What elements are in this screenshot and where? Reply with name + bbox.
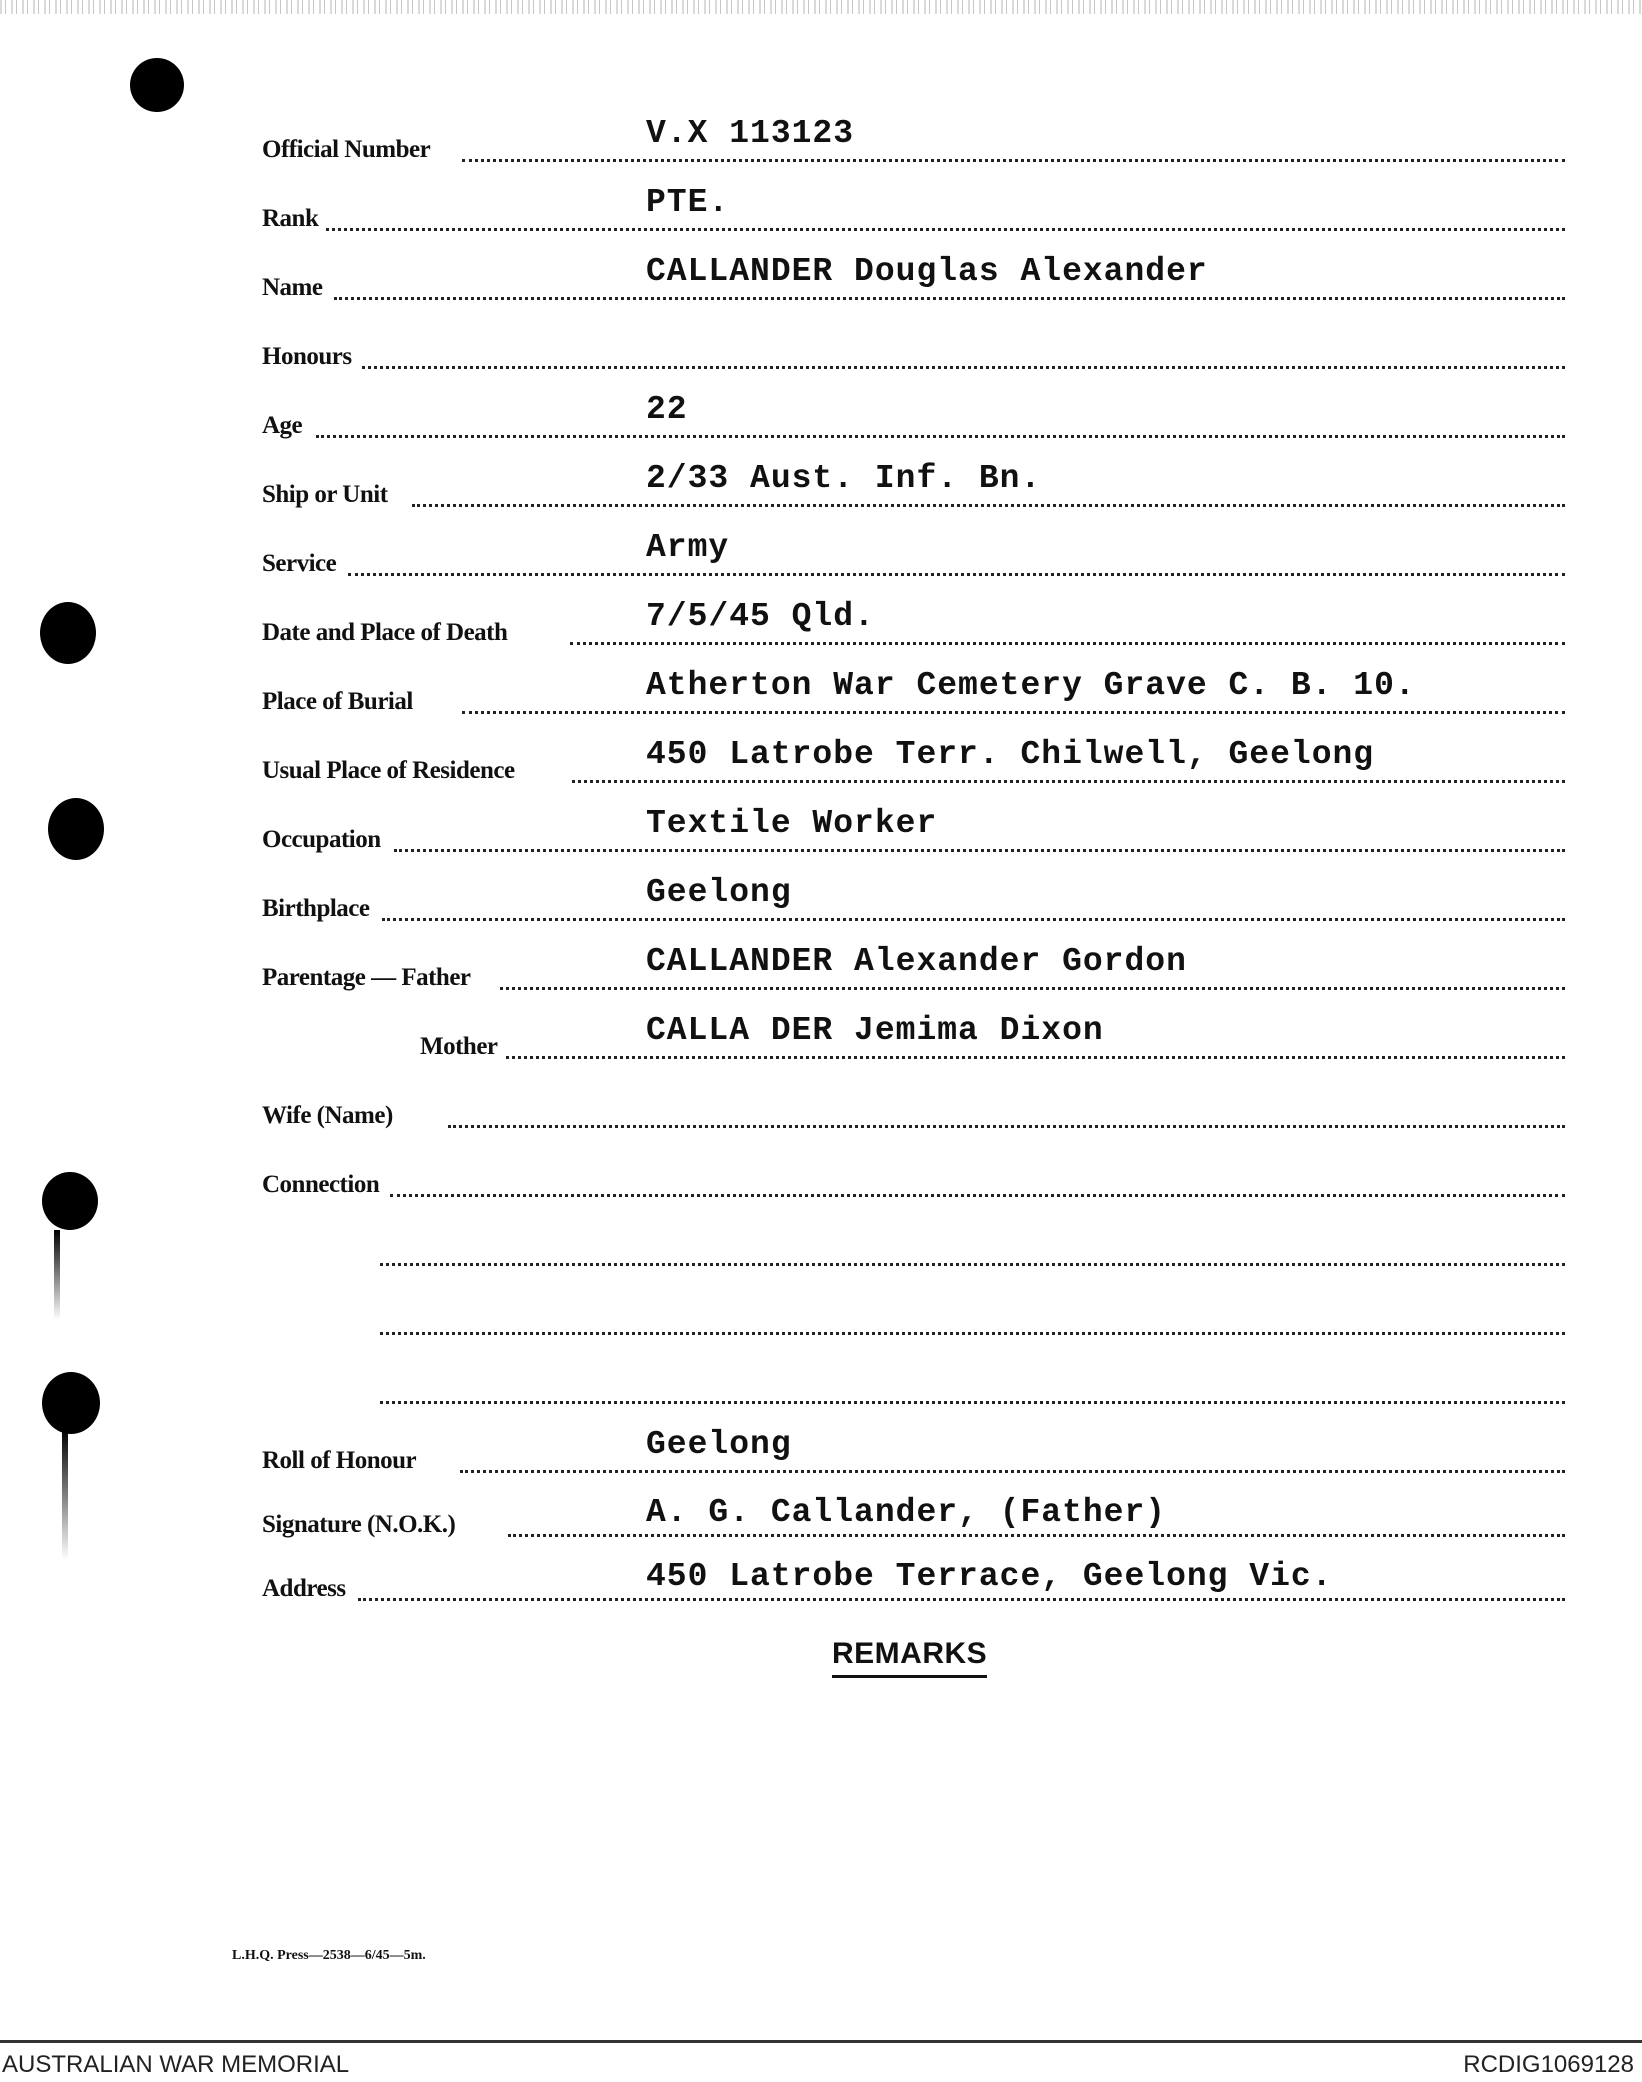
dotted-line	[348, 573, 1565, 576]
dotted-line	[380, 1401, 1565, 1404]
row-connection	[0, 1143, 1642, 1203]
value-roll-of-honour: Geelong	[646, 1426, 792, 1463]
dotted-line	[462, 159, 1565, 162]
label-signature: Signature (N.O.K.)	[262, 1511, 456, 1538]
value-birthplace: Geelong	[646, 874, 792, 911]
label-age: Age	[262, 412, 303, 439]
footer-archive-name: AUSTRALIAN WAR MEMORIAL	[2, 2051, 350, 2078]
row-address	[0, 1547, 1642, 1607]
label-connection: Connection	[262, 1171, 380, 1198]
row-mother	[0, 1005, 1642, 1065]
row-wife	[0, 1074, 1642, 1134]
row-ship-or-unit	[0, 453, 1642, 513]
row-blank-line	[0, 1350, 1642, 1410]
dotted-line	[570, 642, 1565, 645]
footer-record-id: RCDIG1069128	[1463, 2051, 1634, 2078]
row-place-of-burial	[0, 660, 1642, 720]
row-blank-line	[0, 1281, 1642, 1341]
row-rank	[0, 177, 1642, 237]
value-age: 22	[646, 391, 688, 428]
label-name: Name	[262, 274, 323, 301]
row-honours	[0, 315, 1642, 375]
row-roll-of-honour	[0, 1419, 1642, 1479]
row-usual-residence	[0, 729, 1642, 789]
value-occupation: Textile Worker	[646, 805, 938, 842]
dotted-line	[380, 1263, 1565, 1266]
value-ship-or-unit: 2/33 Aust. Inf. Bn.	[646, 460, 1042, 497]
dotted-line	[506, 1056, 1565, 1059]
dotted-line	[358, 1598, 1565, 1601]
label-wife: Wife (Name)	[262, 1102, 393, 1129]
row-official-number	[0, 108, 1642, 168]
value-name: CALLANDER Douglas Alexander	[646, 253, 1208, 290]
value-service: Army	[646, 529, 730, 566]
dotted-line	[326, 228, 1565, 231]
label-official-number: Official Number	[262, 136, 431, 163]
dotted-line	[460, 1470, 1565, 1473]
label-occupation: Occupation	[262, 826, 381, 853]
value-father: CALLANDER Alexander Gordon	[646, 943, 1187, 980]
label-service: Service	[262, 550, 337, 577]
row-age	[0, 384, 1642, 444]
dotted-line	[462, 711, 1565, 714]
label-mother: Mother	[420, 1033, 498, 1060]
row-birthplace	[0, 867, 1642, 927]
label-ship-or-unit: Ship or Unit	[262, 481, 388, 508]
value-place-of-burial: Atherton War Cemetery Grave C. B. 10.	[646, 667, 1416, 704]
value-mother: CALLA DER Jemima Dixon	[646, 1012, 1104, 1049]
dotted-line	[412, 504, 1565, 507]
value-usual-residence: 450 Latrobe Terr. Chilwell, Geelong	[646, 736, 1375, 773]
label-address: Address	[262, 1575, 346, 1602]
value-date-place-death: 7/5/45 Qld.	[646, 598, 875, 635]
row-service	[0, 522, 1642, 582]
dotted-line	[382, 918, 1565, 921]
punch-hole	[130, 58, 184, 112]
bottom-rule	[0, 2040, 1642, 2043]
value-signature: A. G. Callander, (Father)	[646, 1494, 1167, 1531]
dotted-line	[500, 987, 1565, 990]
label-rank: Rank	[262, 205, 319, 232]
value-official-number: V.X 113123	[646, 115, 855, 152]
label-honours: Honours	[262, 343, 352, 370]
label-father: Parentage — Father	[262, 964, 471, 991]
row-father	[0, 936, 1642, 996]
label-roll-of-honour: Roll of Honour	[262, 1447, 417, 1474]
value-address: 450 Latrobe Terrace, Geelong Vic.	[646, 1558, 1333, 1595]
row-date-place-death	[0, 591, 1642, 651]
dotted-line	[362, 366, 1565, 369]
dotted-line	[334, 297, 1565, 300]
label-usual-residence: Usual Place of Residence	[262, 757, 515, 784]
label-place-of-burial: Place of Burial	[262, 688, 413, 715]
scan-edge-noise	[0, 0, 1642, 14]
row-name	[0, 246, 1642, 306]
label-date-place-death: Date and Place of Death	[262, 619, 508, 646]
dotted-line	[508, 1534, 1565, 1537]
remarks-heading: REMARKS	[832, 1637, 987, 1678]
value-rank: PTE.	[646, 184, 730, 221]
dotted-line	[380, 1332, 1565, 1335]
print-code: L.H.Q. Press—2538—6/45—5m.	[232, 1948, 426, 1963]
dotted-line	[572, 780, 1565, 783]
dotted-line	[316, 435, 1565, 438]
row-signature	[0, 1483, 1642, 1543]
dotted-line	[448, 1125, 1565, 1128]
dotted-line	[390, 1194, 1565, 1197]
row-blank-line	[0, 1212, 1642, 1272]
row-occupation	[0, 798, 1642, 858]
dotted-line	[394, 849, 1565, 852]
label-birthplace: Birthplace	[262, 895, 370, 922]
